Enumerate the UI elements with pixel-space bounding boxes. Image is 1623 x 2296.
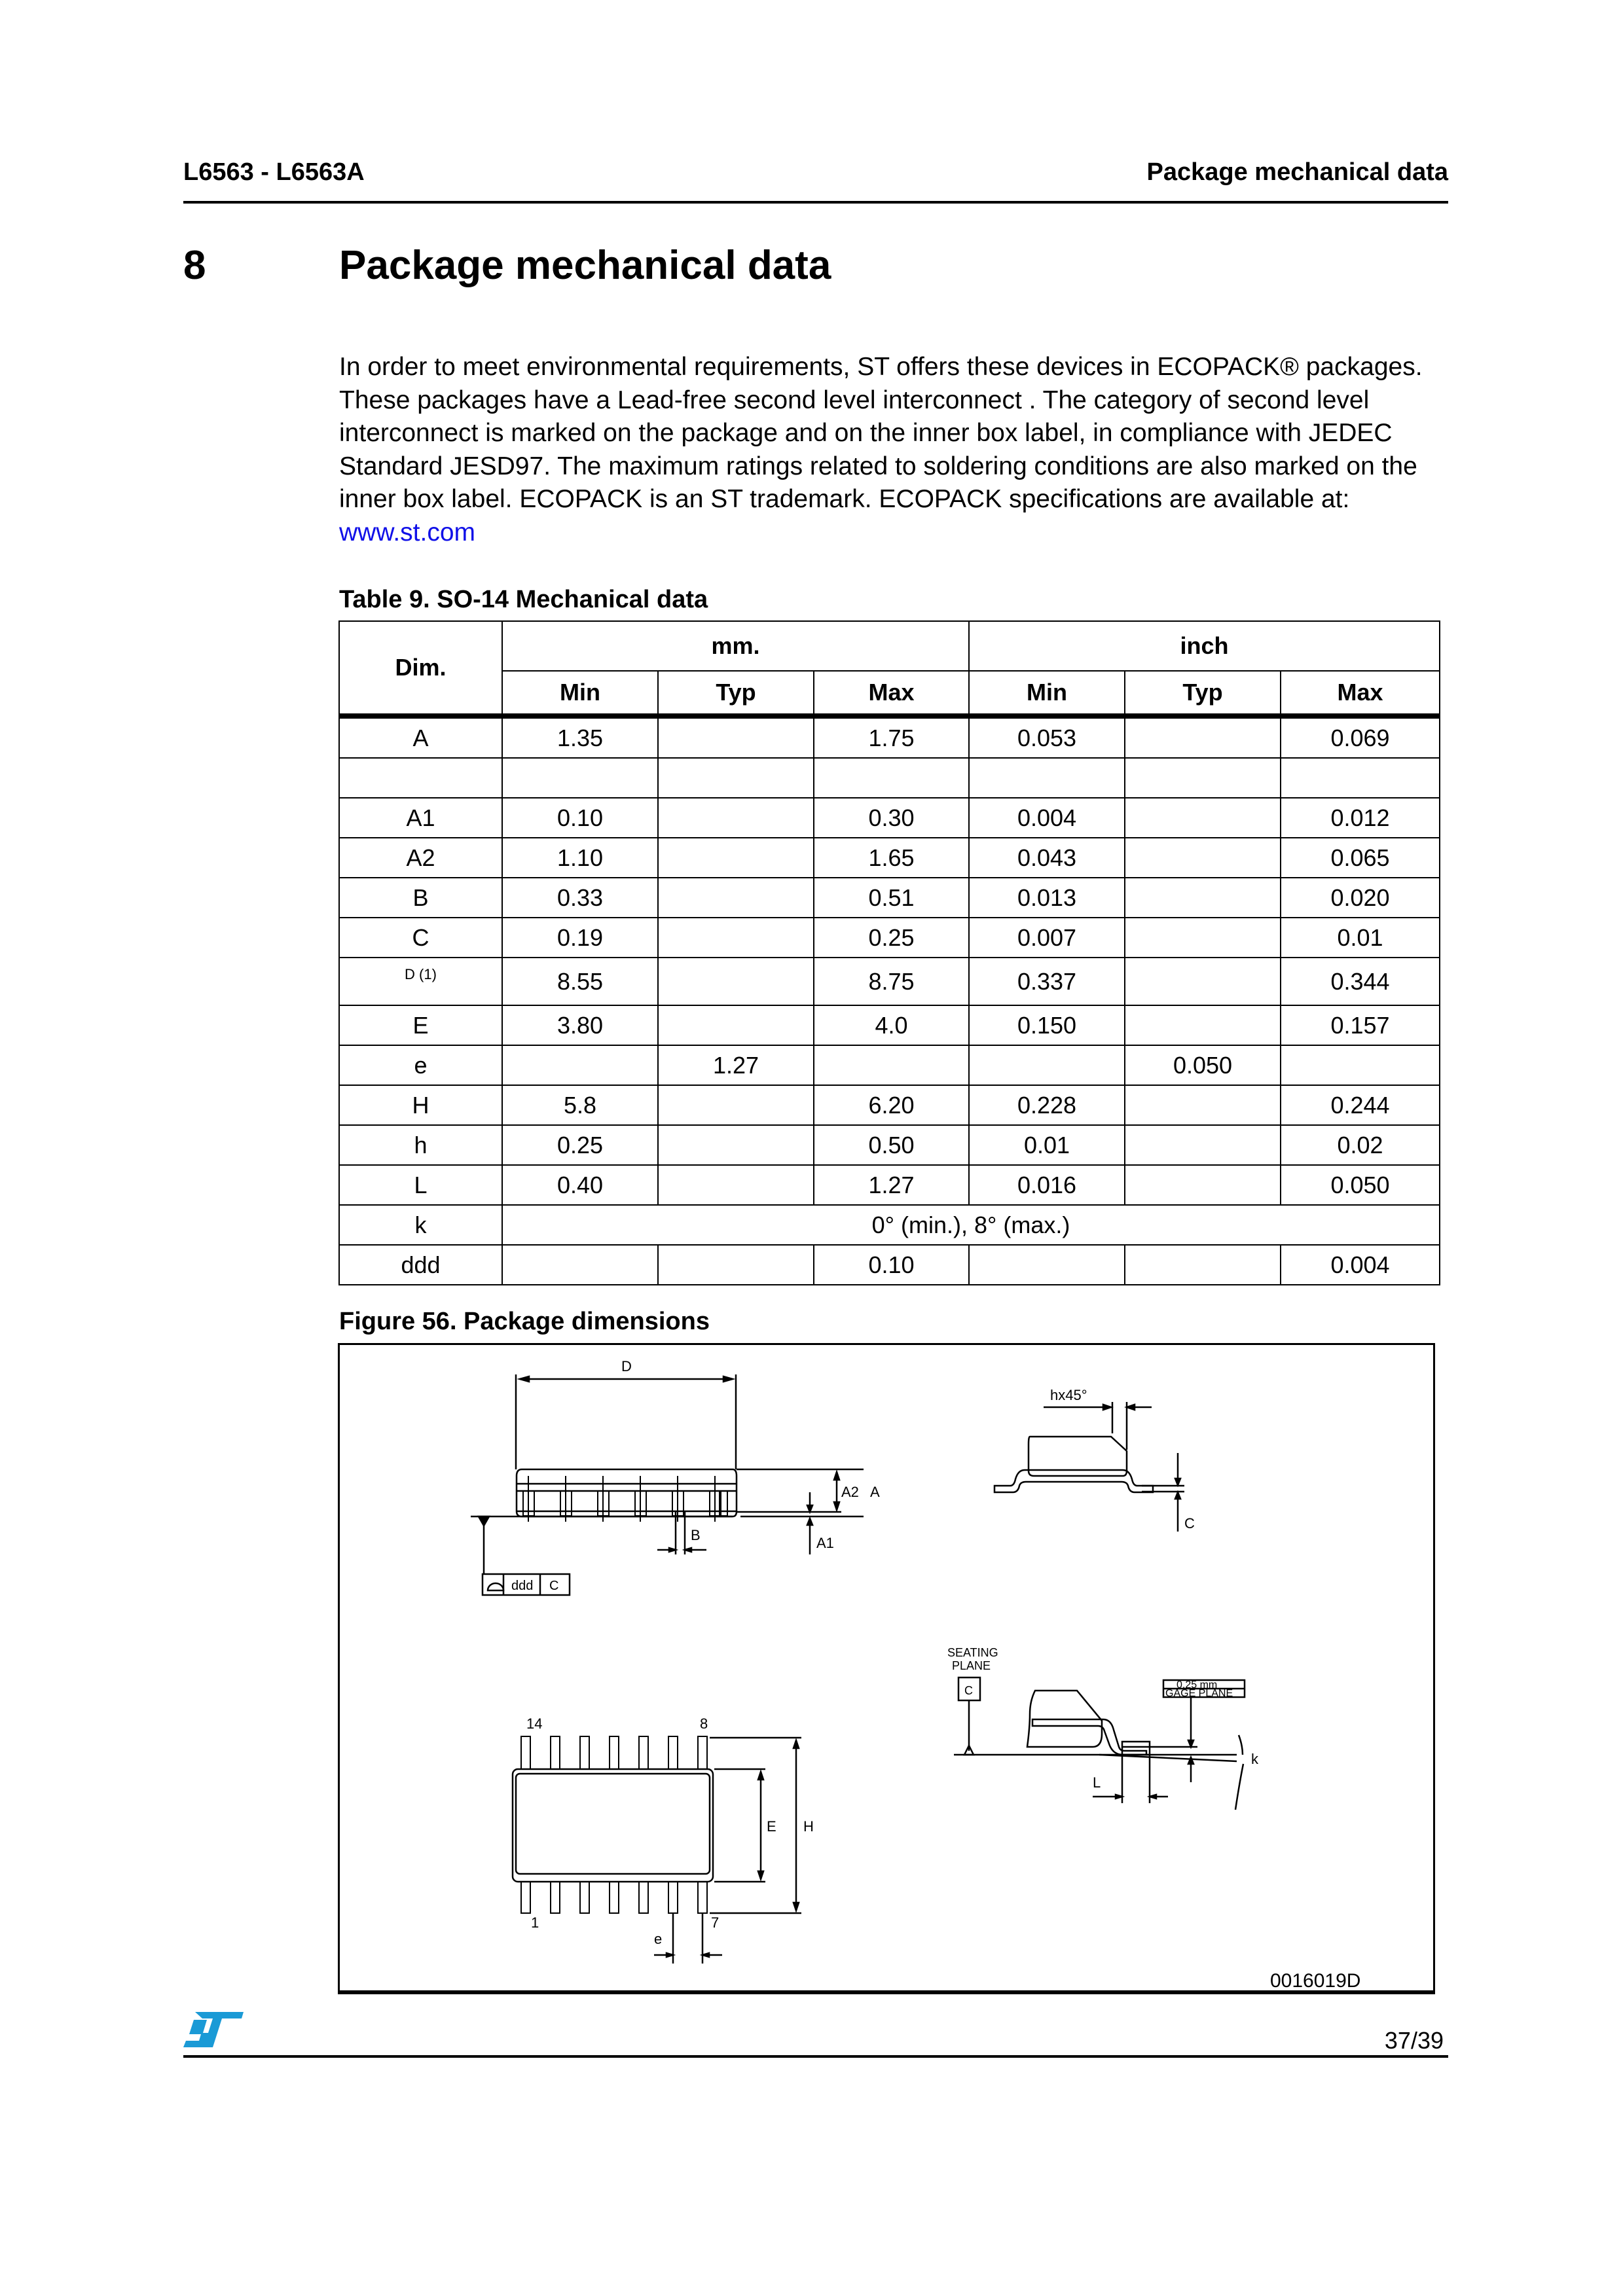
cell-dim: h bbox=[339, 1125, 502, 1165]
label-seating-c: C bbox=[964, 1684, 973, 1697]
table-row bbox=[339, 798, 1440, 838]
footer-divider bbox=[183, 2055, 1448, 2058]
cell-mm-max: 4.0 bbox=[814, 1005, 969, 1045]
table-row bbox=[339, 1005, 1440, 1045]
cell-in-max: 0.344 bbox=[1281, 958, 1440, 1005]
cell-dim bbox=[339, 758, 502, 798]
cell-in-min: 0.053 bbox=[969, 716, 1125, 758]
label-seating: SEATING bbox=[947, 1646, 998, 1659]
cell-mm-min bbox=[502, 758, 658, 798]
cell-mm-max bbox=[814, 758, 969, 798]
cell-in-min: 0.007 bbox=[969, 918, 1125, 958]
label-gage-value: 0,25 mm bbox=[1176, 1679, 1218, 1691]
cell-in-typ bbox=[1125, 1125, 1281, 1165]
table-row bbox=[339, 838, 1440, 878]
cell-in-typ bbox=[1125, 716, 1281, 758]
cell-mm-max: 0.25 bbox=[814, 918, 969, 958]
cell-mm-typ bbox=[658, 716, 814, 758]
header-inch-max: Max bbox=[1281, 671, 1440, 716]
header-doc-id: L6563 - L6563A bbox=[183, 158, 365, 186]
intro-text: In order to meet environmental requirements, ST offers these devices in ECOPACK® packages. These packages have a Lead-free second level interconnect . The category of second level interconnect is marked on the package and on the inner box label, in compliance with JEDEC Standard JESD97. The maximum ratings related to soldering conditions are also marked on the inner box label. ECOPACK is an ST trademark. ECOPACK specifications are available at: bbox=[339, 353, 1423, 513]
header-inch: inch bbox=[969, 621, 1440, 671]
label-b: B bbox=[691, 1527, 701, 1543]
cell-in-typ bbox=[1125, 1245, 1281, 1285]
package-dimensions-figure bbox=[338, 1343, 1435, 1994]
cell-mm-min: 5.8 bbox=[502, 1085, 658, 1125]
cell-dim: C bbox=[339, 918, 502, 958]
cell-dim: A2 bbox=[339, 838, 502, 878]
cell-mm-min: 1.35 bbox=[502, 716, 658, 758]
label-h: H bbox=[803, 1818, 814, 1835]
cell-mm-typ bbox=[658, 758, 814, 798]
table-row-k bbox=[339, 1205, 1440, 1245]
label-pin-7: 7 bbox=[711, 1914, 720, 1931]
label-e-pitch: e bbox=[654, 1931, 663, 1947]
cell-mm-max: 1.75 bbox=[814, 716, 969, 758]
label-plane: PLANE bbox=[952, 1659, 991, 1672]
table-row bbox=[339, 1165, 1440, 1205]
cell-mm-typ bbox=[658, 878, 814, 918]
cell-in-min bbox=[969, 758, 1125, 798]
cell-mm-max: 1.65 bbox=[814, 838, 969, 878]
cell-in-typ bbox=[1125, 918, 1281, 958]
cell-mm-min bbox=[502, 1245, 658, 1285]
header-mm-max: Max bbox=[814, 671, 969, 716]
table-row bbox=[339, 918, 1440, 958]
cell-mm-max: 1.27 bbox=[814, 1165, 969, 1205]
cell-dim: e bbox=[339, 1045, 502, 1085]
cell-in-max bbox=[1281, 1045, 1440, 1085]
st-logo bbox=[182, 2009, 246, 2050]
cell-mm-typ bbox=[658, 1125, 814, 1165]
cell-in-min: 0.337 bbox=[969, 958, 1125, 1005]
figure-caption: Figure 56. Package dimensions bbox=[339, 1308, 710, 1335]
page-number: 37/39 bbox=[1384, 2027, 1444, 2054]
cell-in-typ bbox=[1125, 878, 1281, 918]
cell-in-typ bbox=[1125, 1165, 1281, 1205]
table-row bbox=[339, 958, 1440, 1005]
cell-mm-min: 0.33 bbox=[502, 878, 658, 918]
header-inch-min: Min bbox=[969, 671, 1125, 716]
label-a2: A2 bbox=[841, 1484, 859, 1500]
cell-mm-typ bbox=[658, 1245, 814, 1285]
cell-in-min: 0.01 bbox=[969, 1125, 1125, 1165]
label-e-width: E bbox=[767, 1818, 776, 1835]
cell-in-min: 0.228 bbox=[969, 1085, 1125, 1125]
cell-mm-min: 0.40 bbox=[502, 1165, 658, 1205]
cell-in-min: 0.043 bbox=[969, 838, 1125, 878]
cell-in-typ bbox=[1125, 838, 1281, 878]
header-mm: mm. bbox=[502, 621, 969, 671]
cell-in-typ bbox=[1125, 798, 1281, 838]
label-k: k bbox=[1251, 1751, 1258, 1767]
cell-in-max: 0.012 bbox=[1281, 798, 1440, 838]
cell-dim: B bbox=[339, 878, 502, 918]
cell-mm-min: 1.10 bbox=[502, 838, 658, 878]
label-a1: A1 bbox=[816, 1535, 834, 1551]
cell-in-max: 0.157 bbox=[1281, 1005, 1440, 1045]
cell-in-min: 0.004 bbox=[969, 798, 1125, 838]
label-hx45: hx45° bbox=[1050, 1387, 1087, 1403]
label-pin-1: 1 bbox=[531, 1914, 539, 1931]
cell-mm-max: 0.30 bbox=[814, 798, 969, 838]
table-caption: Table 9. SO-14 Mechanical data bbox=[339, 586, 708, 613]
header-mm-min: Min bbox=[502, 671, 658, 716]
cell-mm-max: 0.51 bbox=[814, 878, 969, 918]
intro-paragraph bbox=[339, 351, 1452, 549]
label-c-datum: C bbox=[549, 1579, 559, 1593]
label-l: L bbox=[1093, 1774, 1101, 1791]
section-title: Package mechanical data bbox=[339, 243, 831, 288]
cell-dim: D (1) bbox=[339, 958, 502, 1005]
cell-in-max: 0.020 bbox=[1281, 878, 1440, 918]
cell-mm-min: 0.19 bbox=[502, 918, 658, 958]
cell-in-min: 0.150 bbox=[969, 1005, 1125, 1045]
cell-in-min: 0.016 bbox=[969, 1165, 1125, 1205]
cell-dim: L bbox=[339, 1165, 502, 1205]
st-logo-icon bbox=[182, 2009, 246, 2050]
section-number: 8 bbox=[183, 243, 206, 288]
label-ddd: ddd bbox=[511, 1579, 534, 1593]
cell-dim: k bbox=[339, 1205, 502, 1245]
cell-mm-typ: 1.27 bbox=[658, 1045, 814, 1085]
cell-mm-typ bbox=[658, 958, 814, 1005]
cell-mm-max bbox=[814, 1045, 969, 1085]
cell-mm-min: 8.55 bbox=[502, 958, 658, 1005]
top-view bbox=[513, 1715, 814, 1964]
table-row bbox=[339, 758, 1440, 798]
package-drawing bbox=[340, 1345, 1433, 1990]
cell-dim: E bbox=[339, 1005, 502, 1045]
cell-in-max: 0.02 bbox=[1281, 1125, 1440, 1165]
table-row bbox=[339, 1125, 1440, 1165]
label-a: A bbox=[870, 1484, 880, 1500]
cell-mm-typ bbox=[658, 1005, 814, 1045]
table-row bbox=[339, 716, 1440, 758]
cell-in-min: 0.013 bbox=[969, 878, 1125, 918]
side-view bbox=[471, 1358, 880, 1595]
cell-mm-typ bbox=[658, 918, 814, 958]
label-pin-14: 14 bbox=[526, 1715, 543, 1732]
cell-in-max: 0.065 bbox=[1281, 838, 1440, 878]
table-row bbox=[339, 1045, 1440, 1085]
label-gage-plane: GAGE PLANE bbox=[1165, 1688, 1233, 1699]
cell-in-typ bbox=[1125, 1005, 1281, 1045]
cell-dim: H bbox=[339, 1085, 502, 1125]
cell-in-max: 0.069 bbox=[1281, 716, 1440, 758]
cell-mm-typ bbox=[658, 838, 814, 878]
cell-in-typ bbox=[1125, 758, 1281, 798]
figure-code: 0016019D bbox=[1270, 1970, 1361, 1992]
cell-mm-typ bbox=[658, 1085, 814, 1125]
cell-in-max: 0.004 bbox=[1281, 1245, 1440, 1285]
header-mm-typ: Typ bbox=[658, 671, 814, 716]
cell-in-max bbox=[1281, 758, 1440, 798]
header-divider bbox=[183, 201, 1448, 204]
label-c-thickness: C bbox=[1184, 1515, 1195, 1532]
cell-mm-max: 0.50 bbox=[814, 1125, 969, 1165]
cell-dim: ddd bbox=[339, 1245, 502, 1285]
cell-in-max: 0.244 bbox=[1281, 1085, 1440, 1125]
cell-in-max: 0.01 bbox=[1281, 918, 1440, 958]
st-website-link[interactable]: www.st.com bbox=[339, 518, 476, 547]
cell-in-typ bbox=[1125, 958, 1281, 1005]
table-row-ddd bbox=[339, 1245, 1440, 1285]
cell-mm-min bbox=[502, 1045, 658, 1085]
cell-mm-max: 6.20 bbox=[814, 1085, 969, 1125]
cell-in-min bbox=[969, 1045, 1125, 1085]
table-row bbox=[339, 878, 1440, 918]
cell-in-typ: 0.050 bbox=[1125, 1045, 1281, 1085]
end-view bbox=[994, 1387, 1195, 1532]
header-section: Package mechanical data bbox=[1146, 158, 1448, 186]
lead-detail-view bbox=[947, 1646, 1259, 1810]
header-inch-typ: Typ bbox=[1125, 671, 1281, 716]
cell-in-max: 0.050 bbox=[1281, 1165, 1440, 1205]
cell-mm-min: 0.25 bbox=[502, 1125, 658, 1165]
cell-dim: A bbox=[339, 716, 502, 758]
cell-mm-max: 8.75 bbox=[814, 958, 969, 1005]
cell-mm-min: 3.80 bbox=[502, 1005, 658, 1045]
header-dim: Dim. bbox=[339, 621, 502, 716]
cell-k-value: 0° (min.), 8° (max.) bbox=[502, 1205, 1440, 1245]
cell-mm-typ bbox=[658, 1165, 814, 1205]
label-pin-8: 8 bbox=[700, 1715, 708, 1732]
label-d: D bbox=[621, 1358, 632, 1374]
cell-mm-typ bbox=[658, 798, 814, 838]
cell-mm-max: 0.10 bbox=[814, 1245, 969, 1285]
cell-in-min bbox=[969, 1245, 1125, 1285]
cell-dim: A1 bbox=[339, 798, 502, 838]
mechanical-data-table bbox=[338, 620, 1440, 1285]
cell-mm-min: 0.10 bbox=[502, 798, 658, 838]
cell-in-typ bbox=[1125, 1085, 1281, 1125]
table-row bbox=[339, 1085, 1440, 1125]
